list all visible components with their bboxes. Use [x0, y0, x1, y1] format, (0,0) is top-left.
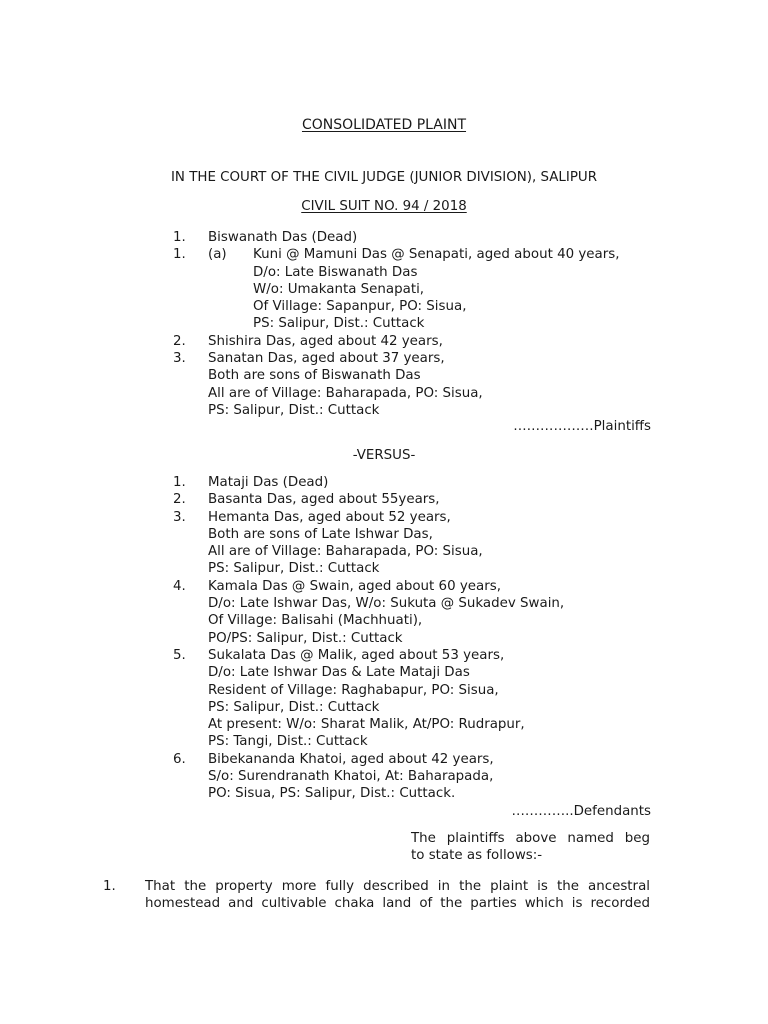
defendant-text: PO/PS: Salipur, Dist.: Cuttack [208, 630, 403, 646]
plaintiff-text: Sanatan Das, aged about 37 years, [208, 351, 445, 367]
court-heading: IN THE COURT OF THE CIVIL JUDGE (JUNIOR DIVISION), SALIPUR [170, 170, 598, 185]
defendant-text: S/o: Surendranath Khatoi, At: Baharapada, [208, 769, 494, 785]
plaintiff-number: 2. [173, 333, 186, 349]
plaintiff-text: W/o: Umakanta Senapati, [253, 281, 425, 297]
plaintiff-line [0, 264, 768, 281]
plaintiff-line [0, 385, 768, 402]
intro-line-1: The plaintiffs above named beg [411, 831, 650, 846]
defendant-text: PS: Salipur, Dist.: Cuttack [208, 561, 380, 577]
defendant-number: 3. [173, 509, 186, 525]
plaintiff-line [0, 367, 768, 384]
paragraph-text [145, 878, 650, 913]
plaintiff-number: 3. [173, 351, 186, 367]
defendants-label: …………..Defendants [511, 804, 651, 819]
defendant-text: Both are sons of Late Ishwar Das, [208, 526, 433, 542]
defendant-line [0, 612, 768, 629]
defendant-number: 6. [173, 751, 186, 767]
defendant-line [0, 733, 768, 750]
defendant-line [0, 595, 768, 612]
defendant-text: PS: Salipur, Dist.: Cuttack [208, 699, 380, 715]
paragraph-line-1: That the property more fully described in the plaint is the ancestral [145, 879, 650, 894]
defendant-number: 5. [173, 647, 186, 663]
defendant-line [0, 699, 768, 716]
defendant-text: At present: W/o: Sharat Malik, At/PO: Rudrapur, [208, 717, 525, 733]
defendant-line [0, 474, 768, 491]
paragraph-number: 1. [103, 879, 116, 894]
defendant-text: Sukalata Das @ Malik, aged about 53 years, [208, 647, 505, 663]
plaintiff-line [0, 298, 768, 315]
plaintiffs-list [0, 229, 768, 419]
plaintiff-text: PS: Salipur, Dist.: Cuttack [253, 316, 425, 332]
plaintiff-text: PS: Salipur, Dist.: Cuttack [208, 402, 380, 418]
defendant-line [0, 647, 768, 664]
paragraph-line-2: homestead and cultivable chaka land of the parties which is recorded [145, 896, 650, 912]
defendant-line [0, 526, 768, 543]
plaintiffs-statement-intro [411, 830, 650, 865]
defendant-text: D/o: Late Ishwar Das, W/o: Sukuta @ Sukadev Swain, [208, 596, 565, 612]
plaintiff-line [0, 281, 768, 298]
defendant-text: PS: Tangi, Dist.: Cuttack [208, 734, 368, 750]
plaintiff-text: Of Village: Sapanpur, PO: Sisua, [253, 299, 467, 315]
defendant-text: Mataji Das (Dead) [208, 475, 329, 490]
defendant-text: Basanta Das, aged about 55years, [208, 492, 440, 508]
defendant-line [0, 682, 768, 699]
defendant-line [0, 491, 768, 508]
defendants-list [0, 474, 768, 803]
defendant-text: Of Village: Balisahi (Machhuati), [208, 613, 423, 629]
defendant-text: Kamala Das @ Swain, aged about 60 years, [208, 578, 501, 594]
defendant-line [0, 751, 768, 768]
plaintiff-line [0, 402, 768, 419]
defendant-line [0, 716, 768, 733]
defendant-line [0, 560, 768, 577]
plaintiff-sub-number: (a) [208, 247, 227, 263]
plaintiff-text: All are of Village: Baharapada, PO: Sisua, [208, 385, 483, 401]
defendant-line [0, 509, 768, 526]
plaintiff-line [0, 315, 768, 332]
intro-line-2: to state as follows:- [411, 848, 543, 864]
plaintiff-number: 1. [173, 247, 186, 263]
defendant-line [0, 785, 768, 802]
defendant-number: 2. [173, 492, 186, 508]
document-title: CONSOLIDATED PLAINT [301, 117, 467, 133]
defendant-text: Bibekananda Khatoi, aged about 42 years, [208, 751, 494, 767]
plaintiff-text: Biswanath Das (Dead) [208, 230, 358, 245]
plaintiffs-label: ………………Plaintiffs [513, 419, 651, 434]
versus-heading: -VERSUS- [352, 448, 416, 463]
plaintiff-line [0, 333, 768, 350]
defendant-text: PO: Sisua, PS: Salipur, Dist.: Cuttack. [208, 786, 456, 802]
plaintiff-line [0, 246, 768, 263]
defendant-text: All are of Village: Baharapada, PO: Sisua, [208, 544, 483, 560]
defendant-line [0, 768, 768, 785]
plaintiff-text: Kuni @ Mamuni Das @ Senapati, aged about 40 years, [253, 247, 620, 263]
plaintiff-line [0, 229, 768, 246]
defendant-line [0, 664, 768, 681]
defendant-line [0, 543, 768, 560]
defendant-number: 4. [173, 578, 186, 594]
defendant-text: D/o: Late Ishwar Das & Late Mataji Das [208, 665, 470, 681]
plaintiff-text: D/o: Late Biswanath Das [253, 264, 418, 280]
defendant-text: Resident of Village: Raghabapur, PO: Sisua, [208, 682, 499, 698]
defendant-line [0, 630, 768, 647]
plaintiff-number: 1. [173, 230, 186, 245]
defendant-number: 1. [173, 475, 186, 490]
plaintiff-line [0, 350, 768, 367]
defendant-text: Hemanta Das, aged about 52 years, [208, 509, 451, 525]
plaintiff-text: Shishira Das, aged about 42 years, [208, 333, 443, 349]
plaintiff-text: Both are sons of Biswanath Das [208, 368, 421, 384]
suit-number: CIVIL SUIT NO. 94 / 2018 [301, 199, 467, 214]
defendant-line [0, 578, 768, 595]
